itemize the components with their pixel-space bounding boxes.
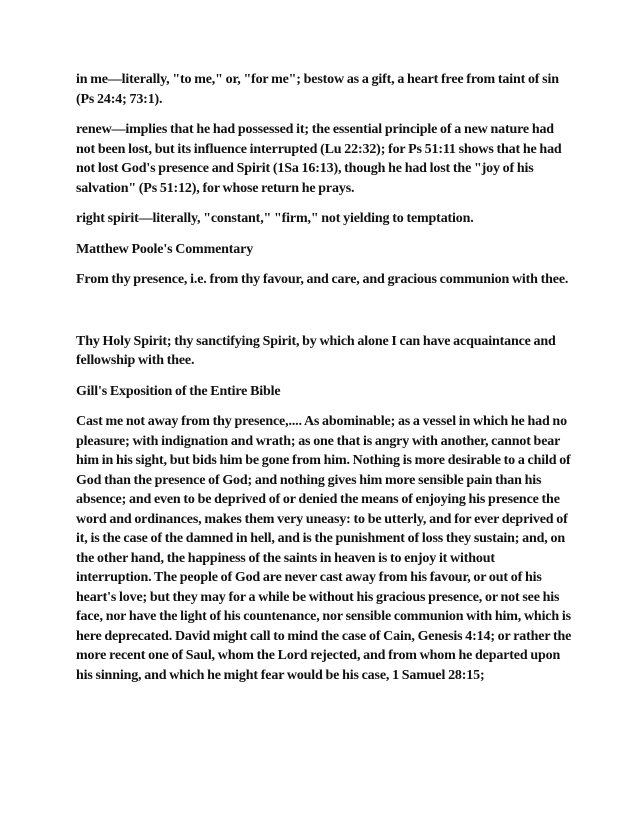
commentary-paragraph-right-spirit: right spirit—literally, "constant," "firm," not yielding to temptation. (76, 211, 474, 226)
section-heading-poole: Matthew Poole's Commentary (76, 241, 254, 257)
commentary-paragraph-renew: renew—implies that he had possessed it; the essential principle of a new nature had not been lost, but its influence interrupted (Lu 22:32); for Ps 51:11 shows that he had not lost God's presence and Spirit (1Sa 16:13), though he had lost the "joy of his salvation" (Ps 51:12), for whose return he prays. (76, 122, 562, 196)
section-heading-gill: Gill's Exposition of the Entire Bible (76, 383, 281, 399)
commentary-paragraph-holy-spirit: Thy Holy Spirit; thy sanctifying Spirit, by which alone I can have acquaintance and fellowship with thee. (76, 333, 556, 368)
commentary-paragraph-cast-me-not: Cast me not away from thy presence,.... As abominable; as a vessel in which he had no pleasure; with indignation and wrath; as one that is angry with another, cannot bear him in his sight, but bids him be gone from him. Nothing is more desirable to a child of God than the presence of God; and nothing gives him more sensible pain than his absence; and even to be deprived of or denied the means of enjoying his presence the word and ordinances, makes them very uneasy: to be utterly, and for ever deprived of it, is the case of the damned in hell, and is the punishment of loss they sustain; and, on the other hand, the happiness of the saints in heaven is to enjoy it without interruption. The people of God are never cast away from his favour, or out of his heart's love; but they may for a while be without his gracious presence, or not see his face, nor have the light of his countenance, nor sensible communion with him, which is here deprecated. David might call to mind the case of Cain, Genesis 4:14; or rather the more recent one of Saul, whom the Lord rejected, and from whom he departed upon his sinning, and which he might fear would be his case, 1 Samuel 28:15; (76, 414, 572, 683)
paragraph-gap (76, 301, 572, 332)
commentary-paragraph-presence: From thy presence, i.e. from thy favour, and care, and gracious communion with thee. (76, 272, 569, 287)
commentary-paragraph-in-me: in me—literally, "to me," or, "for me"; bestow as a gift, a heart free from taint of sin (Ps 24:4; 73:1). (76, 72, 559, 107)
document-page (76, 70, 572, 696)
